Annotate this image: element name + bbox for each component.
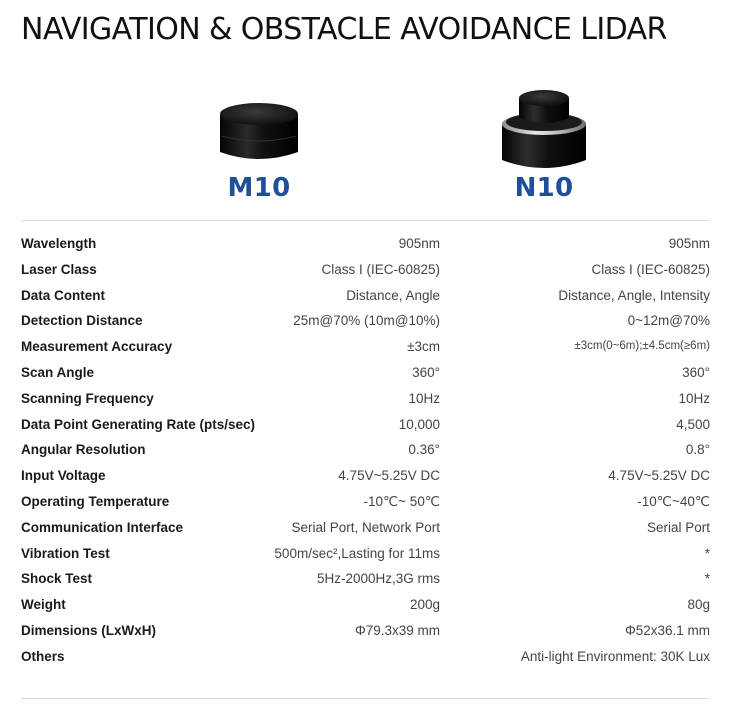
spec-value-n10: Φ52x36.1 mm	[624, 622, 710, 638]
spec-row	[21, 437, 710, 463]
spec-row	[21, 334, 710, 360]
spec-row	[21, 515, 710, 541]
spec-label: Operating Temperature	[21, 493, 170, 509]
spec-value-m10: Distance, Angle	[346, 287, 440, 303]
spec-label: Angular Resolution	[21, 442, 146, 458]
spec-row	[21, 386, 710, 412]
spec-value-n10: 0~12m@70%	[627, 313, 710, 329]
spec-value-n10: Distance, Angle, Intensity	[558, 287, 710, 303]
spec-label: Communication Interface	[21, 519, 184, 535]
spec-label: Dimensions (LxWxH)	[21, 622, 157, 638]
spec-value-m10: Class I (IEC-60825)	[321, 261, 440, 277]
spec-label: Data Point Generating Rate (pts/sec)	[21, 416, 256, 432]
spec-value-n10: 80g	[687, 597, 710, 613]
spec-row	[21, 283, 710, 309]
spec-value-m10: 4.75V~5.25V DC	[338, 468, 440, 484]
spec-label: Wavelength	[21, 236, 97, 251]
spec-row	[21, 592, 710, 618]
spec-row	[21, 360, 710, 386]
spec-value-m10: 200g	[409, 597, 440, 613]
product-name-n10: N10	[514, 173, 574, 203]
spec-row	[21, 541, 710, 567]
spec-row	[21, 566, 710, 592]
spec-value-m10: Φ79.3x39 mm	[354, 622, 440, 638]
spec-row	[21, 231, 710, 257]
spec-table	[21, 231, 710, 670]
lidar-puck-icon	[218, 100, 300, 164]
spec-row	[21, 257, 710, 283]
spec-value-m10: 10Hz	[408, 390, 440, 406]
spec-row	[21, 644, 710, 670]
page-title: NAVIGATION & OBSTACLE AVOIDANCE LIDAR	[21, 12, 667, 47]
spec-value-n10: Class I (IEC-60825)	[591, 261, 710, 277]
spec-value-m10: 10,000	[398, 416, 440, 432]
spec-value-m10: Serial Port, Network Port	[291, 519, 440, 535]
spec-label: Shock Test	[21, 571, 93, 587]
spec-label: Weight	[21, 597, 66, 613]
spec-value-n10: -10℃~40℃	[637, 493, 710, 509]
spec-value-n10: 360°	[682, 364, 710, 380]
product-m10	[159, 80, 359, 210]
spec-label: Others	[21, 648, 65, 664]
product-name-m10: M10	[227, 173, 291, 203]
spec-value-m10: 25m@70% (10m@10%)	[293, 313, 440, 329]
spec-value-n10: 0.8°	[685, 442, 710, 458]
spec-value-m10: 5Hz-2000Hz,3G rms	[316, 571, 440, 587]
spec-value-m10: 905nm	[398, 236, 440, 251]
spec-value-m10: -10℃~ 50℃	[363, 493, 440, 509]
spec-value-m10: ±3cm	[407, 339, 440, 355]
spec-value-n10: *	[704, 571, 710, 587]
spec-label: Scan Angle	[21, 364, 95, 380]
spec-value-n10: 10Hz	[678, 390, 710, 406]
spec-label: Input Voltage	[21, 468, 106, 484]
spec-value-m10: 500m/sec²,Lasting for 11ms	[274, 545, 440, 561]
spec-row	[21, 489, 710, 515]
spec-label: Laser Class	[21, 261, 97, 277]
spec-value-n10: 4,500	[676, 416, 710, 432]
spec-label: Measurement Accuracy	[21, 339, 173, 355]
spec-row	[21, 412, 710, 438]
product-n10	[444, 80, 644, 210]
spec-row	[21, 618, 710, 644]
spec-value-n10: ±3cm(0~6m);±4.5cm(≥6m)	[574, 340, 710, 353]
header-divider	[21, 220, 710, 221]
spec-value-n10: *	[704, 545, 710, 561]
lidar-puck-with-turret-icon	[499, 84, 589, 172]
spec-label: Data Content	[21, 287, 105, 303]
spec-value-m10: 0.36°	[408, 442, 440, 458]
footer-divider	[21, 698, 710, 699]
spec-label: Vibration Test	[21, 545, 110, 561]
spec-row	[21, 308, 710, 334]
spec-label: Scanning Frequency	[21, 390, 154, 406]
spec-value-m10: 360°	[412, 364, 440, 380]
spec-value-n10: 4.75V~5.25V DC	[608, 468, 710, 484]
spec-value-n10: 905nm	[668, 236, 710, 251]
spec-value-n10: Anti-light Environment: 30K Lux	[520, 648, 710, 664]
spec-value-n10: Serial Port	[646, 519, 710, 535]
spec-label: Detection Distance	[21, 313, 143, 329]
spec-row	[21, 463, 710, 489]
